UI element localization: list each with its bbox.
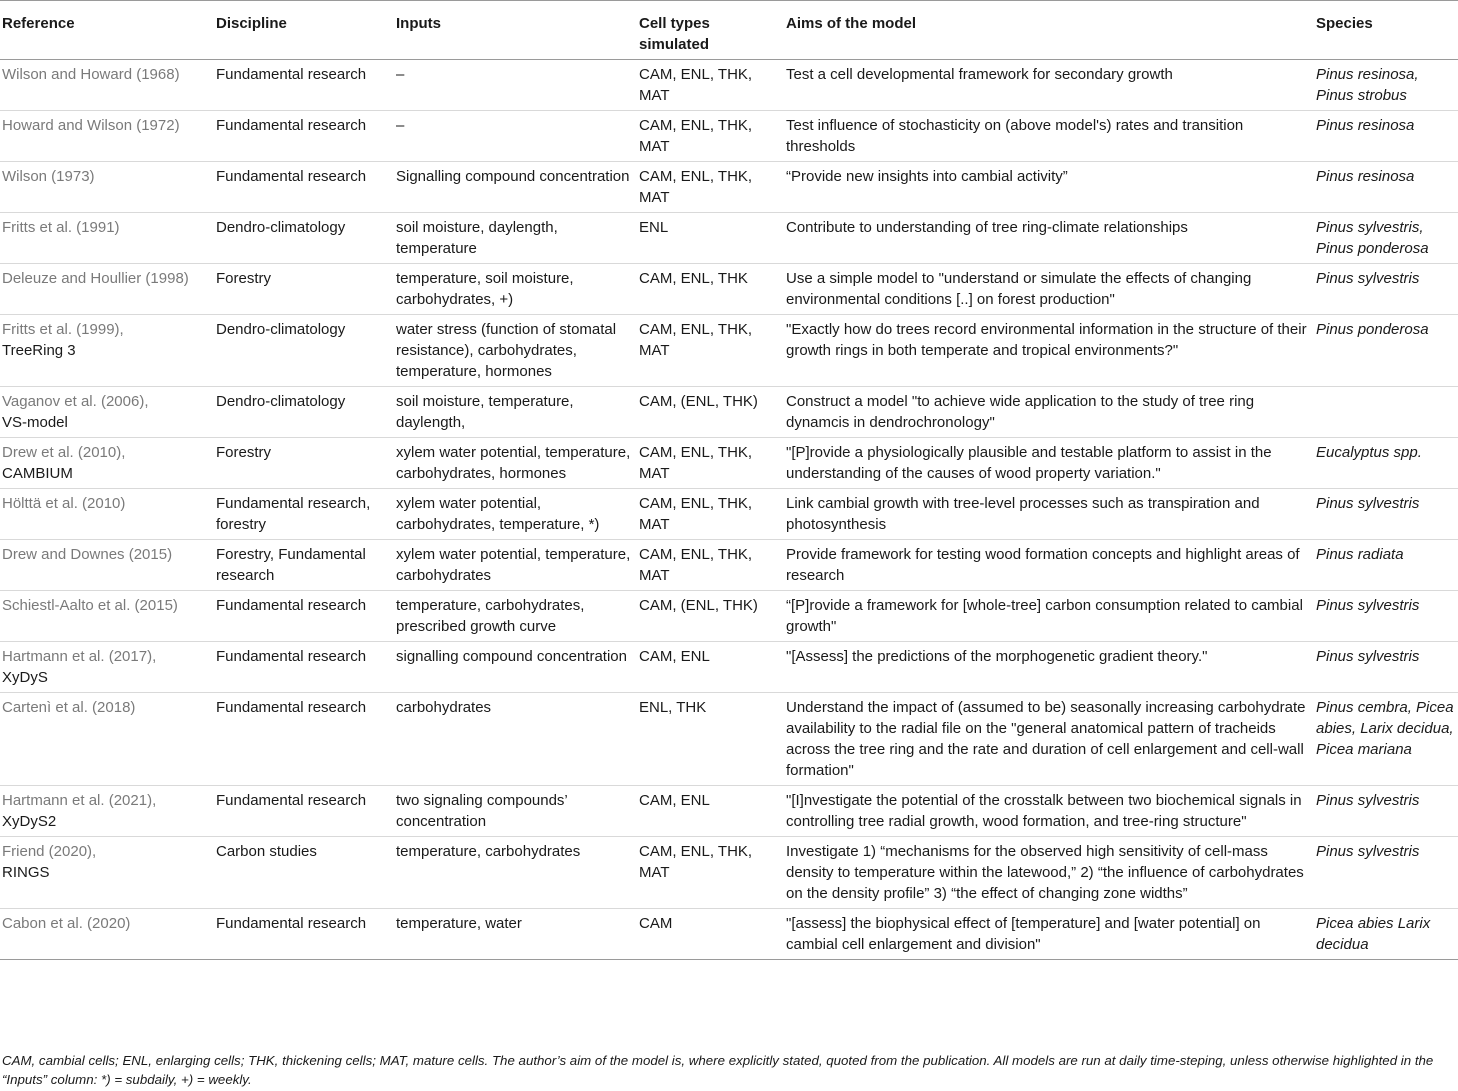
cell-inputs: signalling compound concentration [396,648,627,665]
cell-aims: Investigate 1) “mechanisms for the observed high sensitivity of cell-mass density to temperature within the latewood,” 2) “the influence of carbohydrates on the density profile” 3) “the effect of changing zone widths” [786,843,1304,902]
reference-citation[interactable]: Drew and Downes (2015) [2,546,173,563]
cell-cell-types: CAM, ENL [639,792,710,809]
cell-species: Eucalyptus spp. [1316,444,1422,461]
cell-aims: "[Assess] the predictions of the morphogenetic gradient theory." [786,648,1208,665]
cell-species: Pinus sylvestris [1316,270,1420,287]
cell-discipline: Fundamental research [216,699,367,716]
cell-inputs: – [396,66,405,83]
cell-discipline: Fundamental research [216,168,367,185]
table-row [0,315,1458,387]
cell-inputs: carbohydrates [396,699,492,716]
cell-cell-types: CAM, ENL, THK, MAT [639,66,753,104]
cell-inputs: temperature, soil moisture, carbohydrates, +) [396,270,574,308]
cell-discipline: Fundamental research [216,792,367,809]
cell-reference [0,591,212,642]
header-inputs: Inputs [392,1,635,60]
reference-model-name: XyDyS2 [2,813,57,830]
reference-model-name: RINGS [2,864,50,881]
cell-cell-types: CAM, ENL, THK, MAT [639,495,753,533]
header-cell-types: Cell types simulated [635,1,782,60]
table-footnote: CAM, cambial cells; ENL, enlarging cells; THK, thickening cells; MAT, mature cells. The author’s aim of the model is, where explicitly stated, quoted from the publication. All models are run at daily time-steping, unless otherwise highlighted in the “Inputs” column: *) = subdaily, +) = weekly. [2,1053,1434,1087]
cell-reference [0,438,212,489]
table-row [0,264,1458,315]
table-row [0,111,1458,162]
reference-citation[interactable]: Wilson (1973) [2,168,95,185]
cell-discipline: Forestry [216,270,272,287]
cell-species: Pinus sylvestris [1316,648,1420,665]
header-reference: Reference [0,1,212,60]
reference-citation[interactable]: Hölttä et al. (2010) [2,495,126,512]
cell-inputs: temperature, carbohydrates [396,843,581,860]
table-row [0,540,1458,591]
cell-cell-types: CAM, (ENL, THK) [639,597,758,614]
cell-reference [0,111,212,162]
cell-discipline: Fundamental research [216,597,367,614]
cell-inputs: xylem water potential, carbohydrates, temperature, *) [396,495,600,533]
cell-inputs: soil moisture, daylength, temperature [396,219,558,257]
reference-citation[interactable]: Wilson and Howard (1968) [2,66,180,83]
cell-cell-types: ENL [639,219,669,236]
cell-aims: Understand the impact of (assumed to be) seasonally increasing carbohydrate availability to the radial file on the "general anatomical pattern of tracheids across the tree ring and the rate and duration of cell enlargement and cell-wall formation" [786,699,1306,779]
cell-inputs: soil moisture, temperature, daylength, [396,393,574,431]
table-row [0,387,1458,438]
reference-citation[interactable]: Fritts et al. (1999), [2,321,124,338]
cell-aims: Use a simple model to "understand or simulate the effects of changing environmental conditions [..] on forest production" [786,270,1252,308]
reference-citation[interactable]: Friend (2020), [2,843,97,860]
cell-discipline: Dendro-climatology [216,393,346,410]
cell-cell-types: CAM, ENL, THK, MAT [639,321,753,359]
cell-inputs: xylem water potential, temperature, carbohydrates [396,546,631,584]
cell-reference [0,264,212,315]
reference-model-name: TreeRing 3 [2,342,76,359]
reference-model-name: XyDyS [2,669,48,686]
cell-inputs: two signaling compounds’ concentration [396,792,568,830]
reference-citation[interactable]: Fritts et al. (1991) [2,219,120,236]
table-row [0,591,1458,642]
cell-discipline: Carbon studies [216,843,317,860]
cell-discipline: Fundamental research, forestry [216,495,371,533]
cell-discipline: Forestry, Fundamental research [216,546,366,584]
cell-discipline: Fundamental research [216,66,367,83]
table-body [0,60,1458,960]
cell-species: Pinus radiata [1316,546,1404,563]
cell-cell-types: CAM, ENL, THK, MAT [639,546,753,584]
cell-aims: Test influence of stochasticity on (above model's) rates and transition thresholds [786,117,1244,155]
table-row [0,909,1458,960]
cell-species: Pinus sylvestris, Pinus ponderosa [1316,219,1429,257]
table-row [0,60,1458,111]
reference-citation[interactable]: Deleuze and Houllier (1998) [2,270,189,287]
table-row [0,693,1458,786]
cell-cell-types: CAM, ENL, THK [639,270,748,287]
header-aims: Aims of the model [782,1,1312,60]
header-discipline: Discipline [212,1,392,60]
cell-discipline: Dendro-climatology [216,219,346,236]
cell-aims: "Exactly how do trees record environmental information in the structure of their growth rings in both temperate and tropical environments?" [786,321,1307,359]
table-row [0,438,1458,489]
reference-citation[interactable]: Cabon et al. (2020) [2,915,131,932]
cell-aims: “[P]rovide a framework for [whole-tree] carbon consumption related to cambial growth" [786,597,1303,635]
cell-reference [0,60,212,111]
reference-citation[interactable]: Schiestl-Aalto et al. (2015) [2,597,178,614]
header-species: Species [1312,1,1458,60]
cell-aims: Link cambial growth with tree-level processes such as transpiration and photosynthesis [786,495,1260,533]
cell-reference [0,315,212,387]
cell-aims: “Provide new insights into cambial activity” [786,168,1068,185]
table-row [0,786,1458,837]
cell-species: Pinus sylvestris [1316,597,1420,614]
reference-citation[interactable]: Vaganov et al. (2006), [2,393,149,410]
cell-discipline: Forestry [216,444,272,461]
cell-aims: "[I]nvestigate the potential of the crosstalk between two biochemical signals in controlling tree radial growth, wood formation, and tree-ring structure" [786,792,1302,830]
cell-species: Pinus sylvestris [1316,792,1420,809]
cell-cell-types: CAM, (ENL, THK) [639,393,758,410]
cell-cell-types: CAM, ENL, THK, MAT [639,168,753,206]
cell-species: Pinus resinosa [1316,168,1415,185]
cell-species: Picea abies Larix decidua [1316,915,1431,953]
cell-reference [0,909,212,960]
cell-inputs: temperature, water [396,915,522,932]
table-row [0,837,1458,909]
cell-aims: "[assess] the biophysical effect of [temperature] and [water potential] on cambial cell enlargement and division" [786,915,1261,953]
cell-species: Pinus cembra, Picea abies, Larix decidua, Picea mariana [1316,699,1454,758]
cell-cell-types: CAM, ENL, THK, MAT [639,117,753,155]
cell-discipline: Fundamental research [216,117,367,134]
cell-aims: "[P]rovide a physiologically plausible and testable platform to assist in the understanding of the causes of wood property variation." [786,444,1272,482]
cell-reference [0,489,212,540]
cell-reference [0,693,212,786]
header-row [0,1,1458,60]
cell-reference [0,387,212,438]
cell-inputs: temperature, carbohydrates, prescribed growth curve [396,597,585,635]
cell-species: Pinus resinosa, Pinus strobus [1316,66,1419,104]
table-row [0,642,1458,693]
cell-species: Pinus resinosa [1316,117,1415,134]
cell-inputs: – [396,117,405,134]
cell-cell-types: CAM, ENL, THK, MAT [639,843,753,881]
cell-cell-types: CAM, ENL [639,648,710,665]
cell-cell-types: CAM, ENL, THK, MAT [639,444,753,482]
cell-aims: Contribute to understanding of tree ring-climate relationships [786,219,1188,236]
cell-aims: Construct a model "to achieve wide application to the study of tree ring dynamcis in dendrochronology" [786,393,1255,431]
reference-model-name: VS-model [2,414,68,431]
reference-citation[interactable]: Howard and Wilson (1972) [2,117,180,134]
cell-reference [0,837,212,909]
cell-discipline: Fundamental research [216,648,367,665]
cell-inputs: xylem water potential, temperature, carbohydrates, hormones [396,444,631,482]
cell-species [1312,387,1458,438]
table-row [0,162,1458,213]
cell-species: Pinus ponderosa [1316,321,1429,338]
reference-model-name: CAMBIUM [2,465,73,482]
cell-cell-types: CAM [639,915,673,932]
table-row [0,489,1458,540]
cell-discipline: Fundamental research [216,915,367,932]
cell-reference [0,642,212,693]
cell-species: Pinus sylvestris [1316,495,1420,512]
cell-inputs: water stress (function of stomatal resistance), carbohydrates, temperature, hormones [396,321,617,380]
reference-citation[interactable]: Drew et al. (2010), [2,444,126,461]
cell-aims: Provide framework for testing wood formation concepts and highlight areas of research [786,546,1300,584]
table-row [0,213,1458,264]
cell-reference [0,540,212,591]
reference-citation[interactable]: Hartmann et al. (2021), [2,792,157,809]
cell-reference [0,213,212,264]
cell-reference [0,162,212,213]
cell-aims: Test a cell developmental framework for secondary growth [786,66,1173,83]
reference-citation[interactable]: Cartenì et al. (2018) [2,699,136,716]
reference-citation[interactable]: Hartmann et al. (2017), [2,648,157,665]
cell-species: Pinus sylvestris [1316,843,1420,860]
cell-reference [0,786,212,837]
cell-cell-types: ENL, THK [639,699,707,716]
cell-inputs: Signalling compound concentration [396,168,630,185]
cell-discipline: Dendro-climatology [216,321,346,338]
